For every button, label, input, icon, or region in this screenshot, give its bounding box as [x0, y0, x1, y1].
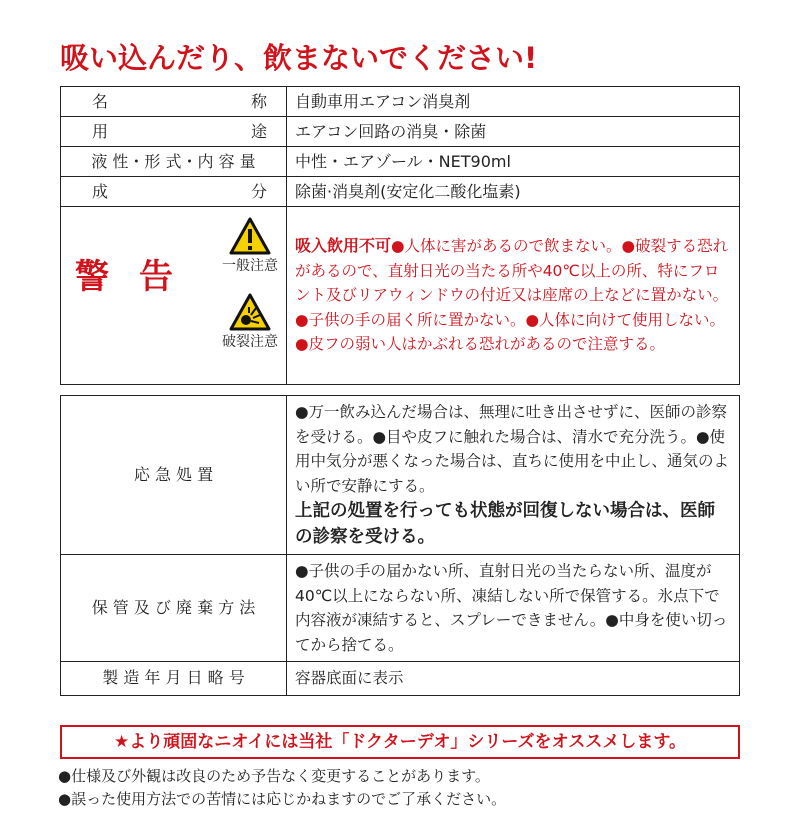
- manufacture-date-row: [61, 662, 740, 696]
- spec-table: [60, 86, 740, 385]
- emergency-bold-text: 上記の処置を行っても状態が回復しない場合は、医師の診察を受ける。: [295, 501, 715, 547]
- warning-label-cell: [61, 207, 287, 385]
- spec-label-name: 名 称: [61, 87, 287, 117]
- burst-caution-box: [220, 293, 280, 351]
- storage-row: [61, 555, 740, 662]
- burst-warning-icon: [229, 293, 271, 331]
- spec-row-name: [61, 87, 740, 117]
- spec-value-name: 自動車用エアコン消臭剤: [287, 87, 740, 117]
- footnote-2: ●誤った使用方法での苦情には応じかねますのでご了承ください。: [58, 790, 507, 808]
- manufacture-date-label: 製 造 年 月 日 略 号: [61, 662, 287, 696]
- emergency-row: [61, 396, 740, 555]
- spec-label-type: 液 性・形 式・内 容 量: [61, 147, 287, 177]
- manufacture-date-value: 容器底面に表示: [287, 662, 740, 696]
- spec-row-use: [61, 117, 740, 147]
- emergency-text: ●万一飲み込んだ場合は、無理に吐き出させずに、医師の診察を受ける。●目や皮フに触れた場合は、清水で充分洗う。●使用中気分が悪くなった場合は、直ちに使用を中止し、通気のよい所で安静にする。: [295, 403, 730, 495]
- storage-text: ●子供の手の届かない所、直射日光の当たらない所、温度が40℃以上にならない所、凍結しない所で保管する。氷点下で内容液が凍結すると、スプレーできません。●中身を使い切ってから捨てる。: [287, 555, 740, 662]
- storage-label: 保 管 及 び 廃 棄 方 法: [61, 555, 287, 662]
- warning-lead: 吸入飲用不可: [295, 236, 392, 256]
- warning-text-cell: [287, 207, 740, 385]
- warning-row: [61, 207, 740, 385]
- emergency-label: 応 急 処 置: [61, 396, 287, 555]
- general-caution-box: [220, 217, 280, 275]
- spec-row-ingredients: [61, 177, 740, 207]
- spec-row-type: [61, 147, 740, 177]
- spec-label-ingredients: 成 分: [61, 177, 287, 207]
- warning-triangle-icon: [229, 217, 271, 255]
- burst-caution-label: 破裂注意: [222, 334, 278, 350]
- spec-label-use: 用 途: [61, 117, 287, 147]
- spec-value-use: エアコン回路の消臭・除菌: [287, 117, 740, 147]
- promo-banner: ★より頑固なニオイには当社「ドクターデオ」シリーズをオススメします。: [60, 725, 740, 759]
- headline: 吸い込んだり、飲まないでください!: [60, 41, 538, 75]
- spec-value-ingredients: 除菌·消臭剤(安定化二酸化塩素): [287, 177, 740, 207]
- footnote-1: ●仕様及び外観は改良のため予告なく変更することがあります。: [58, 767, 490, 785]
- footnotes: [58, 765, 506, 811]
- general-caution-label: 一般注意: [222, 258, 278, 274]
- spec-value-type: 中性・エアゾール・NET90ml: [287, 147, 740, 177]
- warning-heading: 警告: [75, 257, 203, 297]
- care-table: [60, 395, 740, 696]
- emergency-cell: [287, 396, 740, 555]
- warning-text: ●人体に害があるので飲まない。●破裂する恐れがあるので、直射日光の当たる所や40℃以上の所、特にフロント及びリアウィンドウの付近又は座席の上などに置かない。●子供の手の届く所に置かない。●人体に向けて使用しない。●皮フの弱い人はかぶれる恐れがあるので注意する。: [295, 237, 729, 354]
